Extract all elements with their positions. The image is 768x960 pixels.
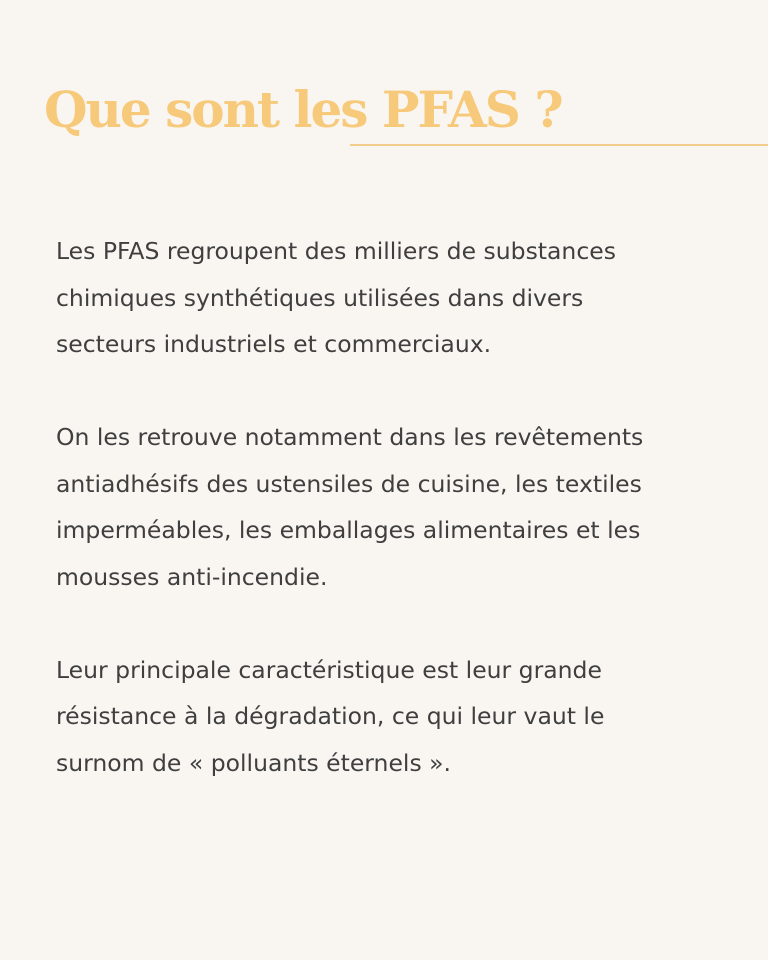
text-line: On les retrouve notamment dans les revêtements [56, 423, 644, 451]
paragraph-uses [56, 414, 736, 600]
page-title: Que sont les PFAS ? [44, 80, 562, 139]
paragraph-definition [56, 228, 736, 368]
title-underline [350, 144, 768, 146]
body-text [56, 228, 736, 833]
text-line: surnom de « polluants éternels ». [56, 748, 452, 777]
text-line: imperméables, les emballages alimentaires et les [56, 516, 641, 544]
text-line: Leur principale caractéristique est leur grande [56, 655, 602, 684]
text-line: mousses anti-incendie. [56, 562, 328, 591]
text-line: Les PFAS regroupent des milliers de substances [56, 237, 616, 265]
text-line: chimiques synthétiques utilisées dans divers [56, 283, 584, 312]
paragraph-characteristic [56, 647, 736, 787]
text-line: résistance à la dégradation, ce qui leur vaut le [56, 702, 605, 730]
text-line: secteurs industriels et commerciaux. [56, 330, 492, 358]
text-line: antiadhésifs des ustensiles de cuisine, les textiles [56, 469, 642, 498]
